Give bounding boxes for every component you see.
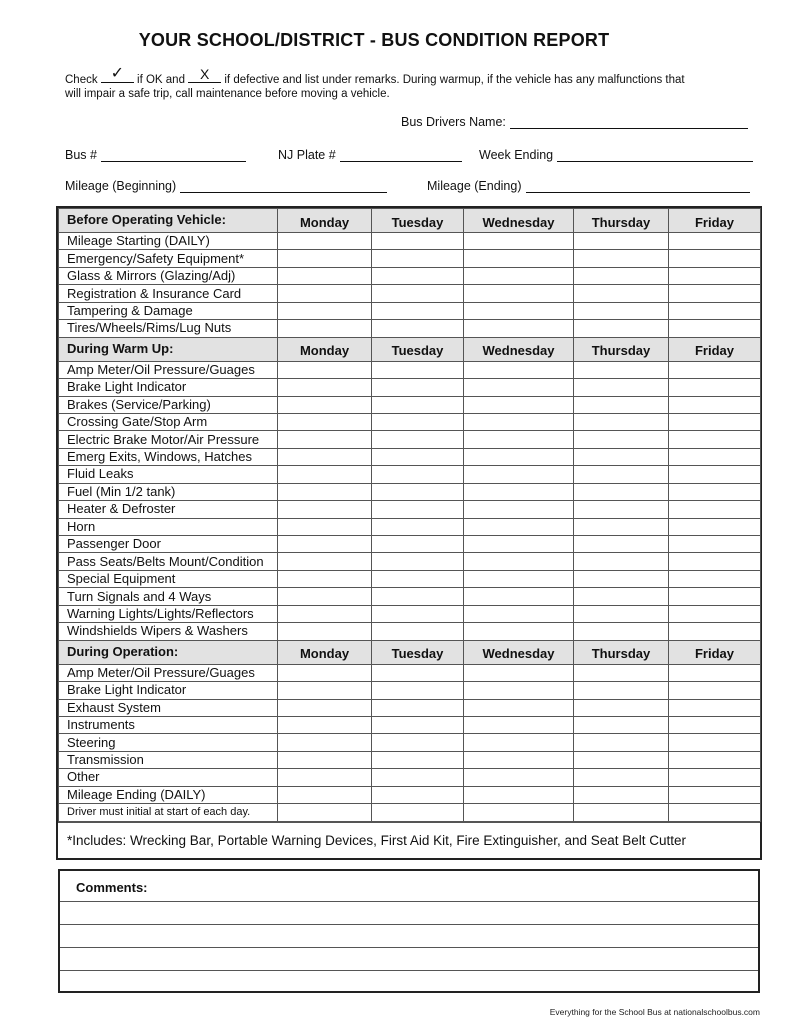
check-cell[interactable] — [669, 769, 761, 786]
initial-cell[interactable] — [669, 804, 761, 821]
check-cell[interactable] — [669, 250, 761, 267]
check-cell[interactable] — [372, 466, 464, 483]
checklist-row — [59, 302, 761, 319]
check-cell[interactable] — [574, 664, 669, 681]
checklist-row — [59, 734, 761, 751]
check-cell[interactable] — [464, 361, 574, 378]
nj-plate-input[interactable] — [340, 148, 462, 162]
check-cell[interactable] — [372, 623, 464, 640]
nj-plate-field[interactable] — [278, 148, 462, 162]
check-cell[interactable] — [574, 786, 669, 803]
bus-number-label: Bus # — [65, 148, 97, 162]
check-cell[interactable] — [278, 413, 372, 430]
initial-cell[interactable] — [278, 804, 372, 821]
checklist-row — [59, 483, 761, 500]
checklist-row — [59, 751, 761, 768]
checklist-item-label: Steering — [59, 734, 278, 751]
week-ending-input[interactable] — [557, 148, 753, 162]
check-cell[interactable] — [464, 396, 574, 413]
check-cell[interactable] — [372, 699, 464, 716]
check-cell[interactable] — [464, 751, 574, 768]
nj-plate-label: NJ Plate # — [278, 148, 336, 162]
day-header: Tuesday — [372, 337, 464, 361]
check-cell[interactable] — [464, 320, 574, 337]
check-cell[interactable] — [574, 570, 669, 587]
check-cell[interactable] — [574, 518, 669, 535]
check-cell[interactable] — [669, 716, 761, 733]
check-cell[interactable] — [278, 466, 372, 483]
checklist-row — [59, 605, 761, 622]
initial-cell[interactable] — [464, 804, 574, 821]
check-cell[interactable] — [574, 448, 669, 465]
check-cell[interactable] — [574, 734, 669, 751]
check-cell[interactable] — [669, 413, 761, 430]
checkmark-icon: ✓ — [110, 65, 125, 82]
check-cell[interactable] — [574, 623, 669, 640]
checklist-item-label: Mileage Starting (DAILY) — [59, 233, 278, 250]
check-cell[interactable] — [464, 285, 574, 302]
comment-line[interactable] — [60, 970, 758, 993]
comments-label: Comments: — [76, 880, 148, 895]
check-cell[interactable] — [669, 361, 761, 378]
checklist-item-label: Heater & Defroster — [59, 501, 278, 518]
check-cell[interactable] — [464, 664, 574, 681]
checklist-item-label: Glass & Mirrors (Glazing/Adj) — [59, 267, 278, 284]
checklist-item-label: Brake Light Indicator — [59, 682, 278, 699]
check-cell[interactable] — [464, 623, 574, 640]
defect-mark-blank — [188, 66, 221, 83]
mileage-ending-label: Mileage (Ending) — [427, 179, 522, 193]
instructions-line2: will impair a safe trip, call maintenance before moving a vehicle. — [65, 88, 390, 100]
check-cell[interactable] — [574, 267, 669, 284]
check-cell[interactable] — [372, 570, 464, 587]
check-cell[interactable] — [372, 716, 464, 733]
checklist-item-label: Brake Light Indicator — [59, 379, 278, 396]
check-cell[interactable] — [464, 553, 574, 570]
comment-line[interactable] — [60, 947, 758, 970]
checklist-row — [59, 570, 761, 587]
check-cell[interactable] — [669, 664, 761, 681]
check-cell[interactable] — [669, 734, 761, 751]
check-cell[interactable] — [278, 431, 372, 448]
check-cell[interactable] — [669, 320, 761, 337]
initial-cell[interactable] — [372, 804, 464, 821]
checklist-row — [59, 518, 761, 535]
check-cell[interactable] — [574, 379, 669, 396]
mileage-ending-input[interactable] — [526, 179, 750, 193]
checklist-item-label: Fluid Leaks — [59, 466, 278, 483]
check-cell[interactable] — [464, 734, 574, 751]
check-cell[interactable] — [669, 605, 761, 622]
check-cell[interactable] — [372, 553, 464, 570]
section-header-row — [59, 209, 761, 233]
check-cell[interactable] — [372, 518, 464, 535]
check-cell[interactable] — [464, 501, 574, 518]
checklist-row — [59, 501, 761, 518]
check-cell[interactable] — [669, 682, 761, 699]
checklist-item-label: Crossing Gate/Stop Arm — [59, 413, 278, 430]
day-header: Monday — [278, 209, 372, 233]
checklist-item-label: Electric Brake Motor/Air Pressure — [59, 431, 278, 448]
inspection-table — [58, 208, 761, 822]
checklist-row — [59, 716, 761, 733]
check-cell[interactable] — [278, 751, 372, 768]
check-cell[interactable] — [278, 734, 372, 751]
check-cell[interactable] — [669, 483, 761, 500]
check-cell[interactable] — [574, 699, 669, 716]
checklist-row — [59, 536, 761, 553]
check-cell[interactable] — [464, 233, 574, 250]
check-cell[interactable] — [574, 466, 669, 483]
checklist-item-label: Warning Lights/Lights/Reflectors — [59, 605, 278, 622]
check-cell[interactable] — [669, 466, 761, 483]
check-cell[interactable] — [669, 501, 761, 518]
initial-row — [59, 804, 761, 821]
section-header-row — [59, 640, 761, 664]
checklist-row — [59, 682, 761, 699]
check-cell[interactable] — [464, 682, 574, 699]
comment-line[interactable] — [60, 901, 758, 924]
week-ending-field[interactable] — [479, 148, 753, 162]
check-cell[interactable] — [464, 518, 574, 535]
checklist-row — [59, 320, 761, 337]
checklist-row — [59, 553, 761, 570]
check-cell[interactable] — [372, 734, 464, 751]
check-cell[interactable] — [278, 605, 372, 622]
checklist-item-label: Fuel (Min 1/2 tank) — [59, 483, 278, 500]
bus-number-input[interactable] — [101, 148, 246, 162]
comments-box[interactable] — [58, 869, 760, 993]
day-header: Monday — [278, 640, 372, 664]
check-cell[interactable] — [574, 501, 669, 518]
check-cell[interactable] — [372, 769, 464, 786]
check-cell[interactable] — [278, 483, 372, 500]
instructions — [65, 65, 745, 101]
checklist-item-label: Amp Meter/Oil Pressure/Guages — [59, 664, 278, 681]
check-cell[interactable] — [669, 699, 761, 716]
checklist-item-label: Emerg Exits, Windows, Hatches — [59, 448, 278, 465]
check-cell[interactable] — [372, 664, 464, 681]
checklist-item-label: Horn — [59, 518, 278, 535]
check-cell[interactable] — [574, 233, 669, 250]
section-header-row — [59, 337, 761, 361]
day-header: Monday — [278, 337, 372, 361]
day-header: Friday — [669, 640, 761, 664]
day-header: Thursday — [574, 640, 669, 664]
check-cell[interactable] — [464, 448, 574, 465]
check-cell[interactable] — [278, 716, 372, 733]
check-cell[interactable] — [574, 250, 669, 267]
check-cell[interactable] — [464, 413, 574, 430]
day-header: Wednesday — [464, 640, 574, 664]
checklist-row — [59, 786, 761, 803]
check-cell[interactable] — [574, 396, 669, 413]
equipment-footnote: *Includes: Wrecking Bar, Portable Warning Devices, First Aid Kit, Fire Extinguisher, and Seat Belt Cutter — [58, 822, 760, 858]
drivers-name-input[interactable] — [510, 115, 748, 129]
check-cell[interactable] — [278, 699, 372, 716]
checklist-item-label: Other — [59, 769, 278, 786]
check-cell[interactable] — [464, 786, 574, 803]
check-cell[interactable] — [669, 267, 761, 284]
day-header: Friday — [669, 337, 761, 361]
checklist-row — [59, 285, 761, 302]
check-cell[interactable] — [464, 483, 574, 500]
section-heading: During Operation: — [59, 640, 278, 664]
check-cell[interactable] — [372, 588, 464, 605]
check-cell[interactable] — [278, 233, 372, 250]
credit-text: Everything for the School Bus at nationalschoolbus.com — [549, 1007, 760, 1017]
check-cell[interactable] — [464, 769, 574, 786]
initial-note: Driver must initial at start of each day. — [59, 804, 278, 821]
check-cell[interactable] — [574, 431, 669, 448]
checklist-item-label: Registration & Insurance Card — [59, 285, 278, 302]
check-cell[interactable] — [464, 605, 574, 622]
check-cell[interactable] — [574, 413, 669, 430]
checklist-item-label: Emergency/Safety Equipment* — [59, 250, 278, 267]
ok-mark-blank — [101, 65, 134, 83]
check-cell[interactable] — [278, 361, 372, 378]
check-cell[interactable] — [669, 623, 761, 640]
check-cell[interactable] — [669, 379, 761, 396]
checklist-item-label: Passenger Door — [59, 536, 278, 553]
checklist-item-label: Tires/Wheels/Rims/Lug Nuts — [59, 320, 278, 337]
check-cell[interactable] — [464, 267, 574, 284]
check-cell[interactable] — [669, 786, 761, 803]
mileage-beginning-input[interactable] — [180, 179, 387, 193]
check-cell[interactable] — [372, 536, 464, 553]
check-cell[interactable] — [372, 682, 464, 699]
check-cell[interactable] — [278, 570, 372, 587]
check-cell[interactable] — [278, 623, 372, 640]
check-cell[interactable] — [464, 379, 574, 396]
defect-text: if defective and list under remarks. During warmup, if the vehicle has any malfunctions that — [224, 74, 685, 86]
mileage-beginning-field[interactable] — [65, 179, 387, 193]
check-cell[interactable] — [669, 536, 761, 553]
check-cell[interactable] — [372, 396, 464, 413]
check-cell[interactable] — [574, 769, 669, 786]
check-cell[interactable] — [669, 233, 761, 250]
checklist-item-label: Amp Meter/Oil Pressure/Guages — [59, 361, 278, 378]
check-cell[interactable] — [278, 250, 372, 267]
check-cell[interactable] — [574, 716, 669, 733]
check-cell[interactable] — [278, 320, 372, 337]
checklist-row — [59, 379, 761, 396]
check-cell[interactable] — [669, 518, 761, 535]
week-ending-label: Week Ending — [479, 148, 554, 162]
check-cell[interactable] — [372, 413, 464, 430]
checklist-row — [59, 466, 761, 483]
check-cell[interactable] — [464, 716, 574, 733]
comment-line[interactable] — [60, 924, 758, 947]
day-header: Tuesday — [372, 640, 464, 664]
inspection-grid — [56, 206, 762, 860]
checklist-item-label: Windshields Wipers & Washers — [59, 623, 278, 640]
checklist-row — [59, 769, 761, 786]
checklist-row — [59, 664, 761, 681]
check-cell[interactable] — [372, 448, 464, 465]
check-cell[interactable] — [372, 501, 464, 518]
checklist-item-label: Transmission — [59, 751, 278, 768]
check-cell[interactable] — [464, 588, 574, 605]
checklist-item-label: Pass Seats/Belts Mount/Condition — [59, 553, 278, 570]
check-cell[interactable] — [574, 605, 669, 622]
check-cell[interactable] — [372, 786, 464, 803]
check-cell[interactable] — [278, 285, 372, 302]
check-cell[interactable] — [372, 751, 464, 768]
checklist-row — [59, 250, 761, 267]
check-cell[interactable] — [574, 588, 669, 605]
check-cell[interactable] — [278, 588, 372, 605]
check-cell[interactable] — [372, 320, 464, 337]
check-cell[interactable] — [669, 285, 761, 302]
check-cell[interactable] — [278, 501, 372, 518]
bus-number-field[interactable] — [65, 148, 246, 162]
check-cell[interactable] — [372, 379, 464, 396]
check-cell[interactable] — [372, 233, 464, 250]
checklist-item-label: Turn Signals and 4 Ways — [59, 588, 278, 605]
check-cell[interactable] — [278, 518, 372, 535]
check-cell[interactable] — [278, 396, 372, 413]
page-title: YOUR SCHOOL/DISTRICT - BUS CONDITION REPORT — [138, 30, 610, 50]
section-heading: Before Operating Vehicle: — [59, 209, 278, 233]
checklist-row — [59, 699, 761, 716]
check-cell[interactable] — [372, 302, 464, 319]
day-header: Wednesday — [464, 209, 574, 233]
check-cell[interactable] — [372, 431, 464, 448]
checklist-row — [59, 448, 761, 465]
check-cell[interactable] — [278, 536, 372, 553]
check-cell[interactable] — [372, 361, 464, 378]
check-cell[interactable] — [278, 769, 372, 786]
check-cell[interactable] — [574, 483, 669, 500]
checklist-item-label: Tampering & Damage — [59, 302, 278, 319]
check-cell[interactable] — [464, 302, 574, 319]
check-cell[interactable] — [669, 396, 761, 413]
check-cell[interactable] — [464, 431, 574, 448]
check-cell[interactable] — [574, 553, 669, 570]
checklist-item-label: Exhaust System — [59, 699, 278, 716]
check-cell[interactable] — [278, 682, 372, 699]
ok-text: if OK and — [137, 74, 185, 86]
checklist-row — [59, 361, 761, 378]
drivers-name-field[interactable] — [401, 115, 748, 129]
day-header: Friday — [669, 209, 761, 233]
check-cell[interactable] — [278, 664, 372, 681]
x-mark-icon: X — [200, 66, 210, 82]
drivers-name-label: Bus Drivers Name: — [401, 115, 506, 129]
check-cell[interactable] — [464, 250, 574, 267]
checklist-item-label: Mileage Ending (DAILY) — [59, 786, 278, 803]
check-cell[interactable] — [574, 361, 669, 378]
check-cell[interactable] — [669, 570, 761, 587]
check-cell[interactable] — [372, 483, 464, 500]
day-header: Thursday — [574, 337, 669, 361]
checklist-row — [59, 431, 761, 448]
check-cell[interactable] — [669, 431, 761, 448]
check-cell[interactable] — [574, 320, 669, 337]
section-heading: During Warm Up: — [59, 337, 278, 361]
checklist-row — [59, 396, 761, 413]
checklist-item-label: Instruments — [59, 716, 278, 733]
check-cell[interactable] — [669, 553, 761, 570]
check-cell[interactable] — [372, 250, 464, 267]
day-header: Tuesday — [372, 209, 464, 233]
mileage-ending-field[interactable] — [427, 179, 750, 193]
check-cell[interactable] — [574, 751, 669, 768]
check-cell[interactable] — [278, 302, 372, 319]
checklist-row — [59, 623, 761, 640]
check-cell[interactable] — [278, 267, 372, 284]
check-cell[interactable] — [278, 553, 372, 570]
day-header: Wednesday — [464, 337, 574, 361]
check-cell[interactable] — [464, 570, 574, 587]
check-cell[interactable] — [669, 751, 761, 768]
check-cell[interactable] — [464, 536, 574, 553]
day-header: Thursday — [574, 209, 669, 233]
check-cell[interactable] — [669, 588, 761, 605]
checklist-row — [59, 267, 761, 284]
initial-cell[interactable] — [574, 804, 669, 821]
check-cell[interactable] — [278, 448, 372, 465]
check-cell[interactable] — [574, 302, 669, 319]
check-prefix: Check — [65, 74, 98, 86]
check-cell[interactable] — [574, 536, 669, 553]
checklist-item-label: Brakes (Service/Parking) — [59, 396, 278, 413]
check-cell[interactable] — [372, 267, 464, 284]
checklist-item-label: Special Equipment — [59, 570, 278, 587]
check-cell[interactable] — [372, 605, 464, 622]
check-cell[interactable] — [574, 682, 669, 699]
check-cell[interactable] — [669, 448, 761, 465]
check-cell[interactable] — [278, 786, 372, 803]
check-cell[interactable] — [669, 302, 761, 319]
check-cell[interactable] — [574, 285, 669, 302]
checklist-row — [59, 413, 761, 430]
mileage-beginning-label: Mileage (Beginning) — [65, 179, 177, 193]
check-cell[interactable] — [278, 379, 372, 396]
checklist-row — [59, 588, 761, 605]
check-cell[interactable] — [464, 699, 574, 716]
checklist-row — [59, 233, 761, 250]
check-cell[interactable] — [372, 285, 464, 302]
check-cell[interactable] — [464, 466, 574, 483]
